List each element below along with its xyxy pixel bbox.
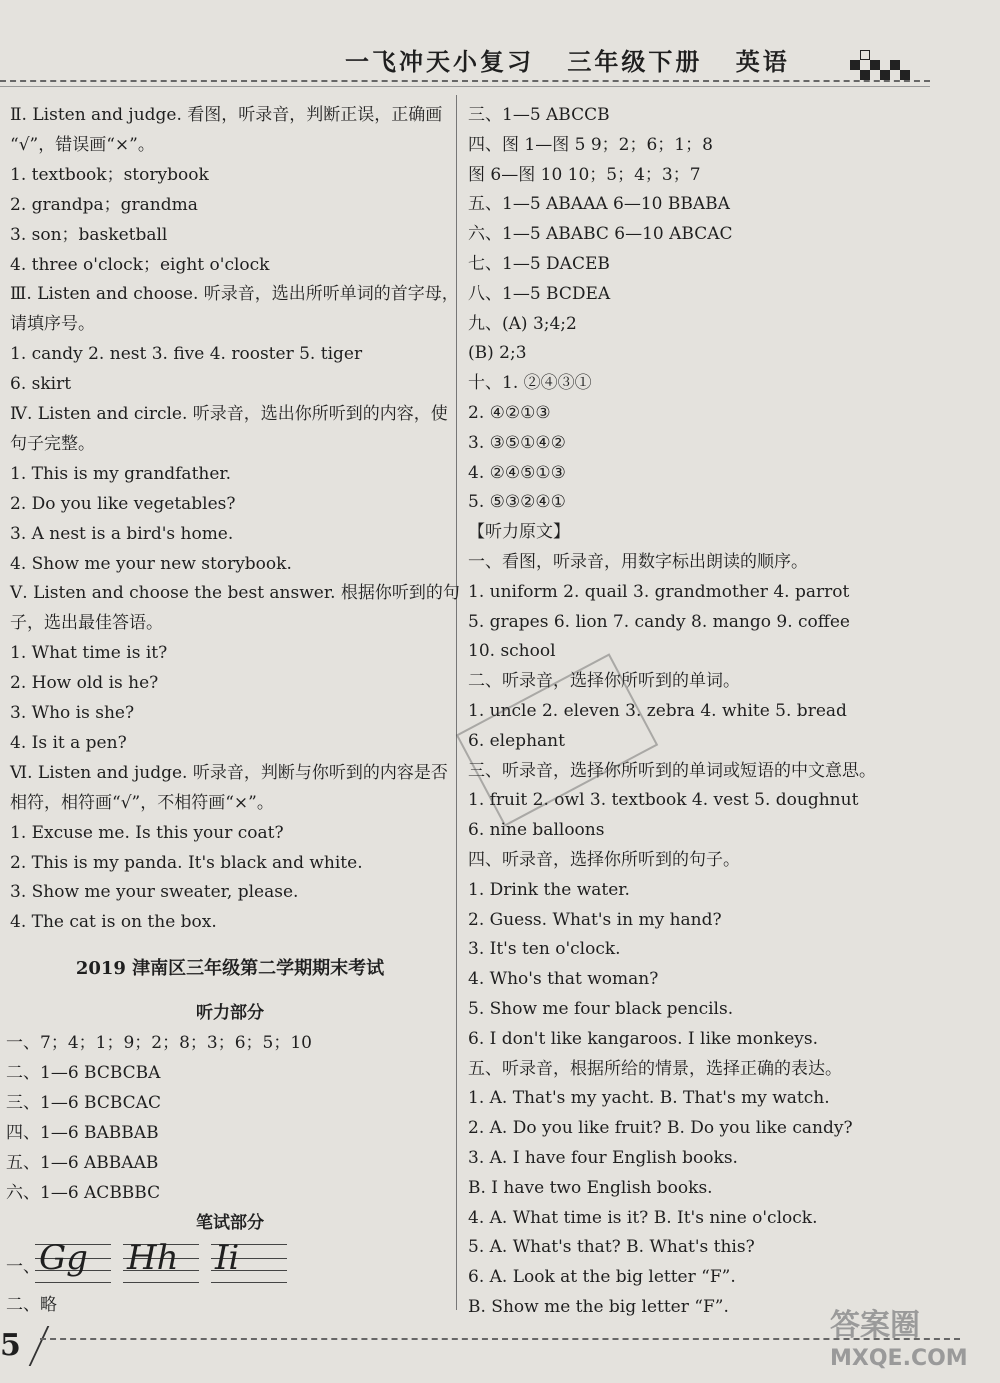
right-line: 【听力原文】 [468,522,570,543]
right-line: 六、1—5 ABABC 6—10 ABCAC [468,224,733,245]
header-checker-decoration [850,46,912,80]
handwriting-box-gg [35,1236,111,1282]
right-line: 1. uniform 2. quail 3. grandmother 4. parrot [468,581,850,602]
left-line: 2. Do you like vegetables? [10,493,236,514]
right-line: 一、看图，听录音，用数字标出朗读的顺序。 [468,552,808,572]
listening-answer-line: 二、1—6 BCBCBA [6,1063,161,1083]
right-line: 图 6—图 10 10；5；4；3；7 [468,164,701,185]
left-line: 1. Excuse me. Is this your coat? [10,822,284,843]
right-line: 6. A. Look at the big letter “F”. [468,1267,736,1288]
right-line: 5. grapes 6. lion 7. candy 8. mango 9. coffee [468,611,850,632]
left-line: 3. Who is she? [10,703,135,723]
left-line: Ⅵ. Listen and judge. 听录音，判断与你听到的内容是否 [10,762,448,783]
column-divider [456,95,457,1310]
right-line: 3. ③⑤①④② [468,432,566,453]
right-line: 5. Show me four black pencils. [468,999,734,1019]
handwriting-hh: Hh [127,1238,179,1278]
left-line: Ⅱ. Listen and judge. 看图，听录音，判断正误，正确画 [10,105,443,125]
left-line: 请填序号。 [10,314,95,335]
left-line: Ⅲ. Listen and choose. 听录音，选出所听单词的首字母， [10,284,459,305]
left-line: 3. Show me your sweater, please. [10,882,299,903]
right-line: B. I have two English books. [468,1177,713,1198]
right-line: 九、(A) 3;4;2 [468,313,577,334]
left-line: 句子完整。 [10,433,95,454]
right-line: 四、图 1—图 5 9；2；6；1；8 [468,134,713,155]
right-line: 五、1—5 ABAAA 6—10 BBABA [468,194,730,215]
left-line: 4. Is it a pen? [10,732,127,753]
right-line: 4. A. What time is it? B. It's nine o'clock. [468,1207,818,1228]
right-line: (B) 2;3 [468,343,527,364]
right-line: 2. ④②①③ [468,403,551,423]
listening-answer-line: 五、1—6 ABBAAB [6,1153,159,1173]
left-line: 子，选出最佳答语。 [10,613,163,634]
left-line: 2. grandpa；grandma [10,194,198,215]
left-line: 2. How old is he? [10,673,159,694]
handwriting-gg: Gg [39,1238,88,1278]
right-line: 五、听录音，根据所给的情景，选择正确的表达。 [468,1058,842,1079]
handwriting-box-hh [123,1236,199,1282]
right-line: 2. A. Do you like fruit? B. Do you like candy? [468,1118,853,1139]
footer-dashed-rule [40,1338,960,1340]
right-line: 四、听录音，选择你所听到的句子。 [468,850,740,870]
right-line: B. Show me the big letter “F”. [468,1297,729,1317]
listening-heading: 听力部分 [196,1003,264,1023]
right-line: 三、1—5 ABCCB [468,105,610,125]
right-line: 3. A. I have four English books. [468,1148,738,1168]
right-line: 1. A. That's my yacht. B. That's my watch. [468,1088,830,1109]
written-one-label: 一、 [6,1257,40,1277]
right-line: 1. uncle 2. eleven 3. zebra 4. white 5. bread [468,701,847,721]
left-line: 1. What time is it? [10,643,168,664]
handwriting-ii: Ii [215,1238,240,1278]
left-line: “√”，错误画“×”。 [10,134,155,155]
header-dashed-rule [0,80,930,82]
right-line: 三、听录音，选择你所听到的单词或短语的中文意思。 [468,760,876,781]
header-rule [0,86,930,87]
watermark-url: MXQE.COM [830,1346,968,1371]
header-series: 一飞冲天小复习 [345,48,534,76]
written-heading: 笔试部分 [196,1213,264,1233]
right-line: 10. school [468,641,556,662]
right-line: 4. Who's that woman? [468,969,659,990]
right-line: 2. Guess. What's in my hand? [468,909,722,930]
left-line: 1. textbook；storybook [10,164,209,185]
left-line: Ⅴ. Listen and choose the best answer. 根据你听到的句 [10,583,460,604]
listening-answer-line: 四、1—6 BABBAB [6,1123,159,1143]
listening-answer-line: 六、1—6 ACBBBC [6,1183,161,1203]
listening-answer-line: 三、1—6 BCBCAC [6,1093,161,1113]
left-line: 6. skirt [10,374,72,395]
right-line: 1. fruit 2. owl 3. textbook 4. vest 5. doughnut [468,790,859,811]
left-line: 3. A nest is a bird's home. [10,523,234,544]
header-title [345,42,845,78]
left-line: 相符，相符画“√”，不相符画“×”。 [10,792,274,813]
right-line: 十、1. ②④③① [468,373,592,394]
listening-answer-line: 一、7；4；1；9；2；8；3；6；5；10 [6,1033,312,1053]
handwriting-box-ii [211,1236,287,1282]
right-line: 6. I don't like kangaroos. I like monkeys. [468,1028,819,1049]
right-line: 5. ⑤③②④① [468,492,566,513]
right-line: 4. ②④⑤①③ [468,462,566,483]
header-grade: 三年级下册 [567,48,703,76]
left-line: 4. three o'clock；eight o'clock [10,254,270,275]
left-line: 4. Show me your new storybook. [10,553,292,574]
left-line: 4. The cat is on the box. [10,912,217,933]
right-line: 6. nine balloons [468,820,605,841]
header-subject: 英语 [735,48,790,76]
left-line: 1. This is my grandfather. [10,463,232,484]
right-line: 6. elephant [468,730,565,751]
right-line: 二、听录音，选择你所听到的单词。 [468,671,740,692]
page-number: 5 [0,1328,21,1363]
right-line: 七、1—5 DACEB [468,254,610,274]
exam-title: 2019 津南区三年级第二学期期末考试 [75,958,385,979]
left-line: Ⅳ. Listen and circle. 听录音，选出你所听到的内容，使 [10,404,448,424]
written-two: 二、略 [6,1295,57,1315]
left-line: 3. son；basketball [10,224,168,245]
left-line: 1. candy 2. nest 3. five 4. rooster 5. tiger [10,344,363,365]
right-line: 八、1—5 BCDEA [468,283,611,304]
watermark-logo: 答案圈 [830,1308,920,1343]
right-line: 3. It's ten o'clock. [468,939,621,960]
right-line: 1. Drink the water. [468,879,630,900]
right-line: 5. A. What's that? B. What's this? [468,1237,755,1258]
left-line: 2. This is my panda. It's black and white. [10,852,363,873]
